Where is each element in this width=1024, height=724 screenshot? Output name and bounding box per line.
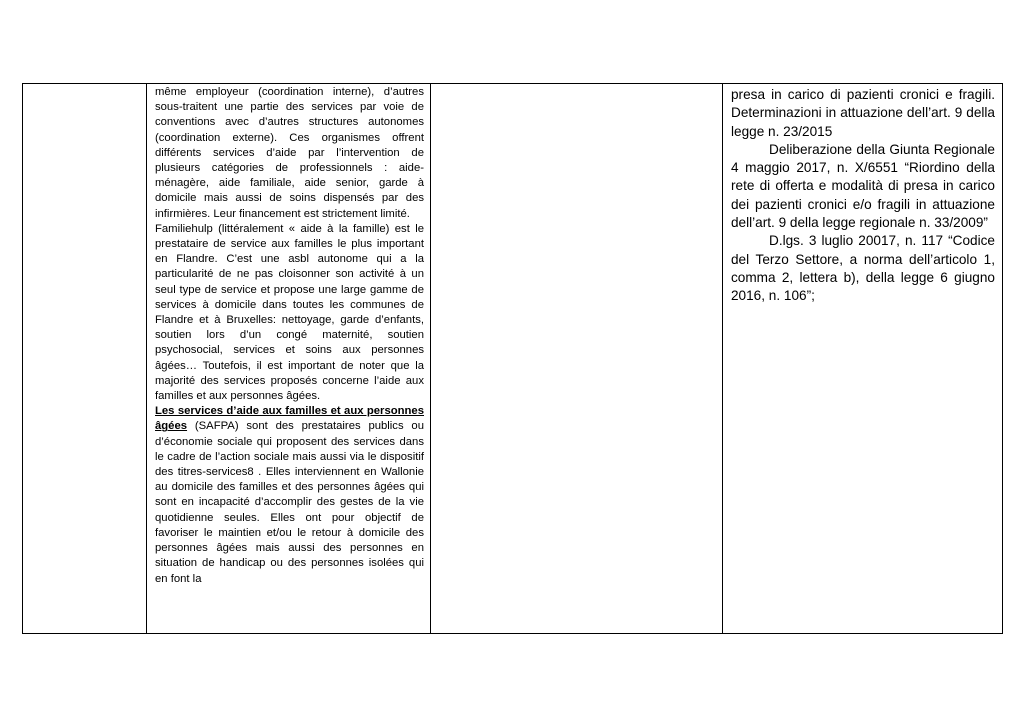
italian-paragraph-3: D.lgs. 3 luglio 20017, n. 117 “Codice del Terzo Settore, a norma dell’articolo 1, comma 2, lettera b), della legge 6 giugno 2016, n. 106”; bbox=[731, 233, 995, 304]
safpa-text: (SAFPA) sont des prestataires publics ou d’économie sociale qui proposent des services dans le cadre de l’action sociale mais aussi via le dispositif des titres-services8 . Elles interviennent en Wallonie au domicile des familles et des personnes âgées qui sont en incapacité d’accomplir des gestes de la vie quotidienne seules. Elles ont pour objectif de favoriser le maintien et/ou le retour à domicile des personnes âgées mais aussi des personnes en situation de handicap ou des personnes isolées qui en font la bbox=[155, 420, 424, 585]
french-paragraph-2: Familiehulp (littéralement « aide à la famille) est le prestataire de service aux familles le plus important en Flandre. C’est une asbl autonome qui a la particularité de ne pas cloisonner son activité à un seul type de service et propose une large gamme de services à domicile dans toutes les communes de Flandre et à Bruxelles: nettoyage, garde d’enfants, soutien lors d’un congé maternité, soutien psychosocial, services et soins aux personnes âgées… Toutefois, il est important de noter que la majorité des services proposés concerne l’aide aux familles et aux personnes âgées. bbox=[155, 222, 424, 403]
table-row bbox=[23, 84, 1003, 634]
italian-text-cell bbox=[723, 84, 1003, 634]
italian-paragraph-2: Deliberazione della Giunta Regionale 4 maggio 2017, n. X/6551 “Riordino della rete di offerta e modalità di presa in carico dei pazienti cronici e/o fragili in attuazione dell’art. 9 della legge regionale n. 33/2009” bbox=[731, 141, 995, 231]
french-paragraph-3 bbox=[155, 404, 424, 586]
french-paragraph-1: même employeur (coordination interne), d’autres sous-traitent une partie des services par voie de conventions avec d’autres structures autonomes (coordination externe). Ces organismes offrent différents services d’aide par l’intervention de plusieurs catégories de professionnels : aide-ménagère, aide familiale, aide senior, garde à domicile mais aussi de soins dispensés par des infirmières. Leur financement est strictement limité. bbox=[155, 86, 424, 220]
italian-paragraph-1: presa in carico di pazienti cronici e fragili. Determinazioni in attuazione dell’art. 9 della legge n. 23/2015 bbox=[731, 87, 995, 139]
document-table bbox=[22, 83, 1003, 634]
safpa-heading: Les services d’aide aux familles et aux personnes âgées bbox=[155, 405, 424, 433]
french-text-cell bbox=[147, 84, 431, 634]
empty-cell-middle bbox=[431, 84, 723, 634]
empty-cell-left bbox=[23, 84, 147, 634]
